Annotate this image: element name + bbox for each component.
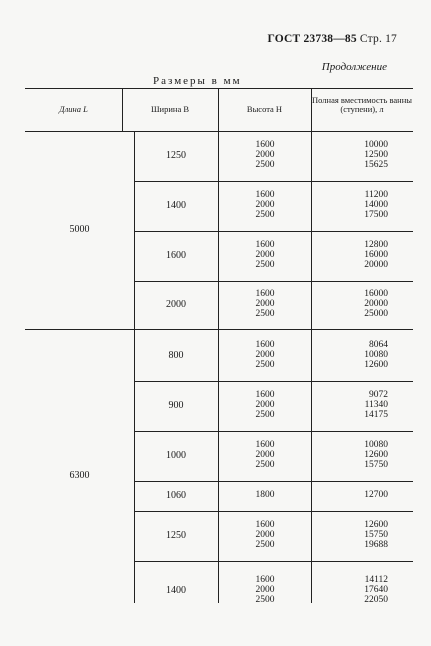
capacity-value: 14000 (364, 200, 388, 211)
capacity-cell (331, 191, 391, 220)
height-value: 1600 (255, 390, 275, 401)
height-cell (235, 290, 295, 319)
height-value: 1600 (255, 520, 275, 531)
height-cell (235, 521, 295, 550)
height-value: 1600 (255, 289, 275, 300)
capacity-value: 20000 (364, 259, 388, 270)
page-header (268, 33, 398, 45)
table-top-rule (25, 88, 413, 89)
width-cell: 1000 (166, 450, 186, 461)
capacity-value: 12700 (364, 490, 388, 501)
height-value: 2000 (255, 585, 275, 596)
height-value: 2000 (255, 530, 275, 541)
height-value: 2500 (255, 459, 275, 470)
column-header-width: Ширина B (150, 104, 190, 114)
height-value: 2000 (255, 450, 275, 461)
capacity-value: 9072 (369, 390, 388, 401)
capacity-cell (331, 491, 391, 501)
capacity-value: 10080 (364, 440, 388, 451)
row-rule (134, 511, 413, 512)
table-header-rule (25, 131, 413, 132)
width-cell: 1060 (166, 490, 186, 501)
height-value: 1600 (255, 240, 275, 251)
width-cell: 800 (168, 350, 184, 361)
capacity-value: 12500 (364, 150, 388, 161)
col-divider (311, 131, 312, 603)
row-rule (134, 561, 413, 562)
capacity-value: 15625 (364, 159, 388, 170)
capacity-cell (331, 341, 391, 370)
height-value: 1600 (255, 140, 275, 151)
capacity-value: 25000 (364, 308, 388, 319)
page-number: Стр. 17 (359, 33, 397, 45)
height-cell (235, 141, 295, 170)
capacity-value: 15750 (364, 530, 388, 541)
capacity-cell (331, 441, 391, 470)
row-rule (134, 481, 413, 482)
capacity-cell (331, 241, 391, 270)
width-cell: 1250 (166, 530, 186, 541)
group-rule (25, 329, 413, 330)
capacity-value: 14112 (364, 575, 388, 586)
capacity-cell (331, 391, 391, 420)
width-cell: 1600 (166, 250, 186, 261)
height-cell (235, 441, 295, 470)
capacity-cell (331, 576, 391, 605)
capacity-value: 11340 (364, 400, 388, 411)
height-cell (235, 341, 295, 370)
capacity-value: 8064 (369, 340, 388, 351)
height-value: 2000 (255, 250, 275, 261)
height-cell (235, 491, 295, 501)
width-cell: 1250 (166, 150, 186, 161)
height-cell (235, 241, 295, 270)
table-caption: Размеры в мм (153, 75, 242, 87)
capacity-value: 10080 (364, 350, 388, 361)
height-cell (235, 191, 295, 220)
height-value: 2500 (255, 594, 275, 605)
column-header-length: Длина L (59, 104, 88, 114)
capacity-value: 12600 (364, 450, 388, 461)
row-rule (134, 431, 413, 432)
height-value: 1600 (255, 340, 275, 351)
capacity-value: 12600 (364, 359, 388, 370)
capacity-cell (331, 521, 391, 550)
width-cell: 900 (168, 400, 184, 411)
capacity-value: 14175 (364, 409, 388, 420)
height-value: 2500 (255, 359, 275, 370)
height-value: 1600 (255, 440, 275, 451)
capacity-value: 12600 (364, 520, 388, 531)
capacity-value: 17500 (364, 209, 388, 220)
height-value: 2500 (255, 409, 275, 420)
capacity-cell (331, 141, 391, 170)
height-value: 1800 (255, 490, 275, 501)
capacity-value: 10000 (364, 140, 388, 151)
capacity-cell (331, 290, 391, 319)
height-cell (235, 391, 295, 420)
capacity-value: 16000 (364, 250, 388, 261)
height-value: 2000 (255, 400, 275, 411)
width-cell: 1400 (166, 200, 186, 211)
height-value: 1600 (255, 575, 275, 586)
row-rule (134, 281, 413, 282)
width-cell: 2000 (166, 299, 186, 310)
row-rule (134, 231, 413, 232)
capacity-value: 22050 (364, 594, 388, 605)
capacity-value: 17640 (364, 585, 388, 596)
capacity-value: 15750 (364, 459, 388, 470)
continuation-label: Продолжение (321, 61, 387, 73)
capacity-value: 16000 (364, 289, 388, 300)
capacity-value: 19688 (364, 539, 388, 550)
length-cell: 6300 (69, 470, 90, 481)
height-value: 2000 (255, 350, 275, 361)
height-value: 2500 (255, 159, 275, 170)
height-value: 1600 (255, 190, 275, 201)
row-rule (134, 381, 413, 382)
col-divider (218, 131, 219, 603)
height-value: 2500 (255, 259, 275, 270)
capacity-value: 11200 (364, 190, 388, 201)
row-rule (134, 181, 413, 182)
height-value: 2000 (255, 200, 275, 211)
standard-number: ГОСТ 23738—85 (267, 33, 357, 45)
column-header-capacity: Полная вместимость ванны (ступени), л (312, 95, 412, 114)
height-value: 2500 (255, 308, 275, 319)
column-header-height: Высота H (246, 104, 283, 114)
height-value: 2500 (255, 209, 275, 220)
height-value: 2500 (255, 539, 275, 550)
height-value: 2000 (255, 299, 275, 310)
capacity-value: 12800 (364, 240, 388, 251)
width-cell: 1400 (166, 585, 186, 596)
capacity-value: 20000 (364, 299, 388, 310)
height-value: 2000 (255, 150, 275, 161)
height-cell (235, 576, 295, 605)
length-cell: 5000 (69, 224, 90, 235)
